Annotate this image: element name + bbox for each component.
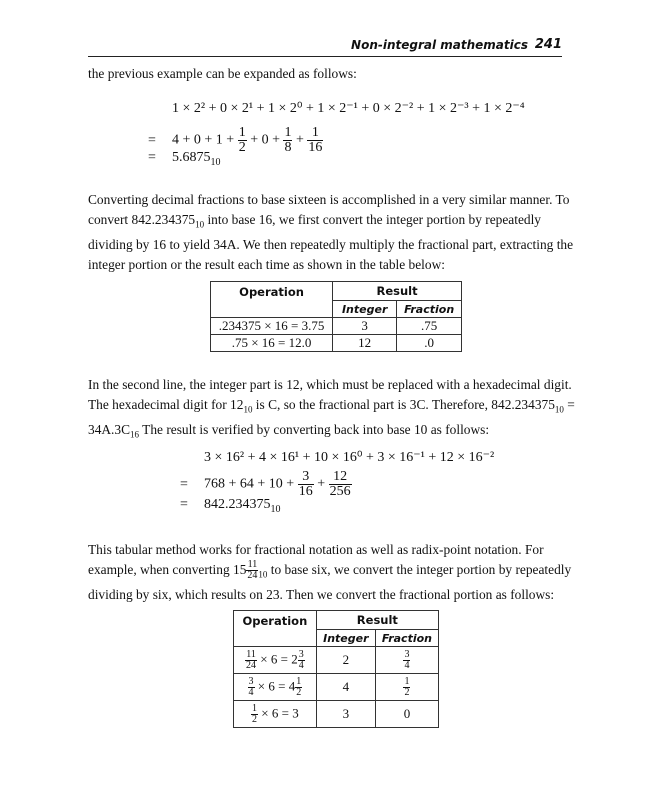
table-base-six-fraction bbox=[233, 610, 439, 728]
col-integer: Integer bbox=[333, 301, 397, 318]
running-title: Non-integral mathematics bbox=[351, 38, 528, 52]
col-operation: Operation bbox=[211, 282, 333, 318]
col-integer: Integer bbox=[316, 630, 375, 647]
equation-result: 842.234375 bbox=[204, 497, 271, 512]
fraction: $\frac{1}{8}$ bbox=[284, 125, 292, 155]
page-number: 241 bbox=[534, 37, 562, 52]
paragraph-intro: the previous example can be expanded as follows: bbox=[88, 66, 357, 81]
equals-sign: = bbox=[148, 132, 156, 148]
equals-sign: = bbox=[180, 497, 188, 512]
base-subscript: 10 bbox=[270, 503, 281, 515]
paragraph-tabular-method: This tabular method works for fractional notation as well as radix-point notation. For example, when converting 15 $\frac{11}{24}$ $_{10}$ to base six, we convert the integer portion by repeatedly dividing by six, which results on 23. Then we convert the fractional portion as follows: bbox=[88, 542, 572, 602]
col-result: Result bbox=[316, 611, 438, 630]
fraction: $\frac{11}{24}$ bbox=[247, 559, 258, 582]
fraction: $\frac{3}{16}$ bbox=[298, 469, 313, 499]
table-row: $\frac{3}{4}$ × 6 = 4 $\frac{1}{2}$ 4 $\frac{1}{2}$ bbox=[234, 674, 439, 701]
equation-result: 5.6875 bbox=[172, 150, 211, 165]
table-row: $\frac{1}{2}$ × 6 = 3 3 0 bbox=[234, 701, 439, 728]
running-header bbox=[88, 36, 562, 57]
fraction: $\frac{12}{256}$ bbox=[329, 469, 351, 499]
col-fraction: Fraction bbox=[375, 630, 438, 647]
paragraph-hex-result: In the second line, the integer part is 12, which must be replaced with a hexadecimal digit. The hexadecimal digit for $12_{10}$ is C, so the fractional part is 3C. Therefore, $842.234375_{10} = 34A.3C_{16}$ The result is verified by converting back into base 10 as follows: bbox=[88, 377, 575, 440]
table-row: .234375 × 16 = 3.75 3 .75 bbox=[211, 318, 462, 335]
fraction: $\frac{1}{16}$ bbox=[308, 125, 323, 155]
equation2-line3 bbox=[180, 497, 281, 515]
equation2-line2 bbox=[180, 470, 352, 499]
col-fraction: Fraction bbox=[397, 301, 462, 318]
equation-text: + bbox=[292, 132, 308, 148]
equation-text: + 0 + bbox=[246, 132, 284, 148]
table-hex-fraction bbox=[210, 281, 462, 352]
equals-sign: = bbox=[148, 150, 156, 165]
equation-text: + bbox=[313, 476, 329, 492]
table-row: .75 × 16 = 12.0 12 .0 bbox=[211, 335, 462, 352]
fraction: $\frac{1}{2}$ bbox=[238, 125, 246, 155]
table-row: $\frac{11}{24}$ × 6 = 2 $\frac{3}{4}$ 2 $\frac{3}{4}$ bbox=[234, 647, 439, 674]
col-operation: Operation bbox=[234, 611, 317, 647]
base-subscript: 10 bbox=[210, 156, 221, 168]
col-result: Result bbox=[333, 282, 462, 301]
equation2-line1: 3 × 16² + 4 × 16¹ + 10 × 16⁰ + 3 × 16⁻¹ + 12 × 16⁻² bbox=[204, 450, 495, 465]
equation1-line3 bbox=[148, 150, 221, 168]
equation-text: 4 + 0 + 1 + bbox=[172, 132, 238, 148]
paragraph-hex-conversion: Converting decimal fractions to base sixteen is accomplished in a very similar manner. To convert $842.234375_{10}$ into base 16, we first convert the integer portion by repeatedly dividing by 16 to yield 34A. We then repeatedly multiply the fractional part, extracting the integer portion or the result each time as shown in the table below: bbox=[88, 192, 574, 272]
equation1-line1: 1 × 2² + 0 × 2¹ + 1 × 2⁰ + 1 × 2⁻¹ + 0 × 2⁻² + 1 × 2⁻³ + 1 × 2⁻⁴ bbox=[172, 101, 525, 116]
equation-text: 768 + 64 + 10 + bbox=[204, 476, 298, 492]
equals-sign: = bbox=[180, 476, 188, 492]
